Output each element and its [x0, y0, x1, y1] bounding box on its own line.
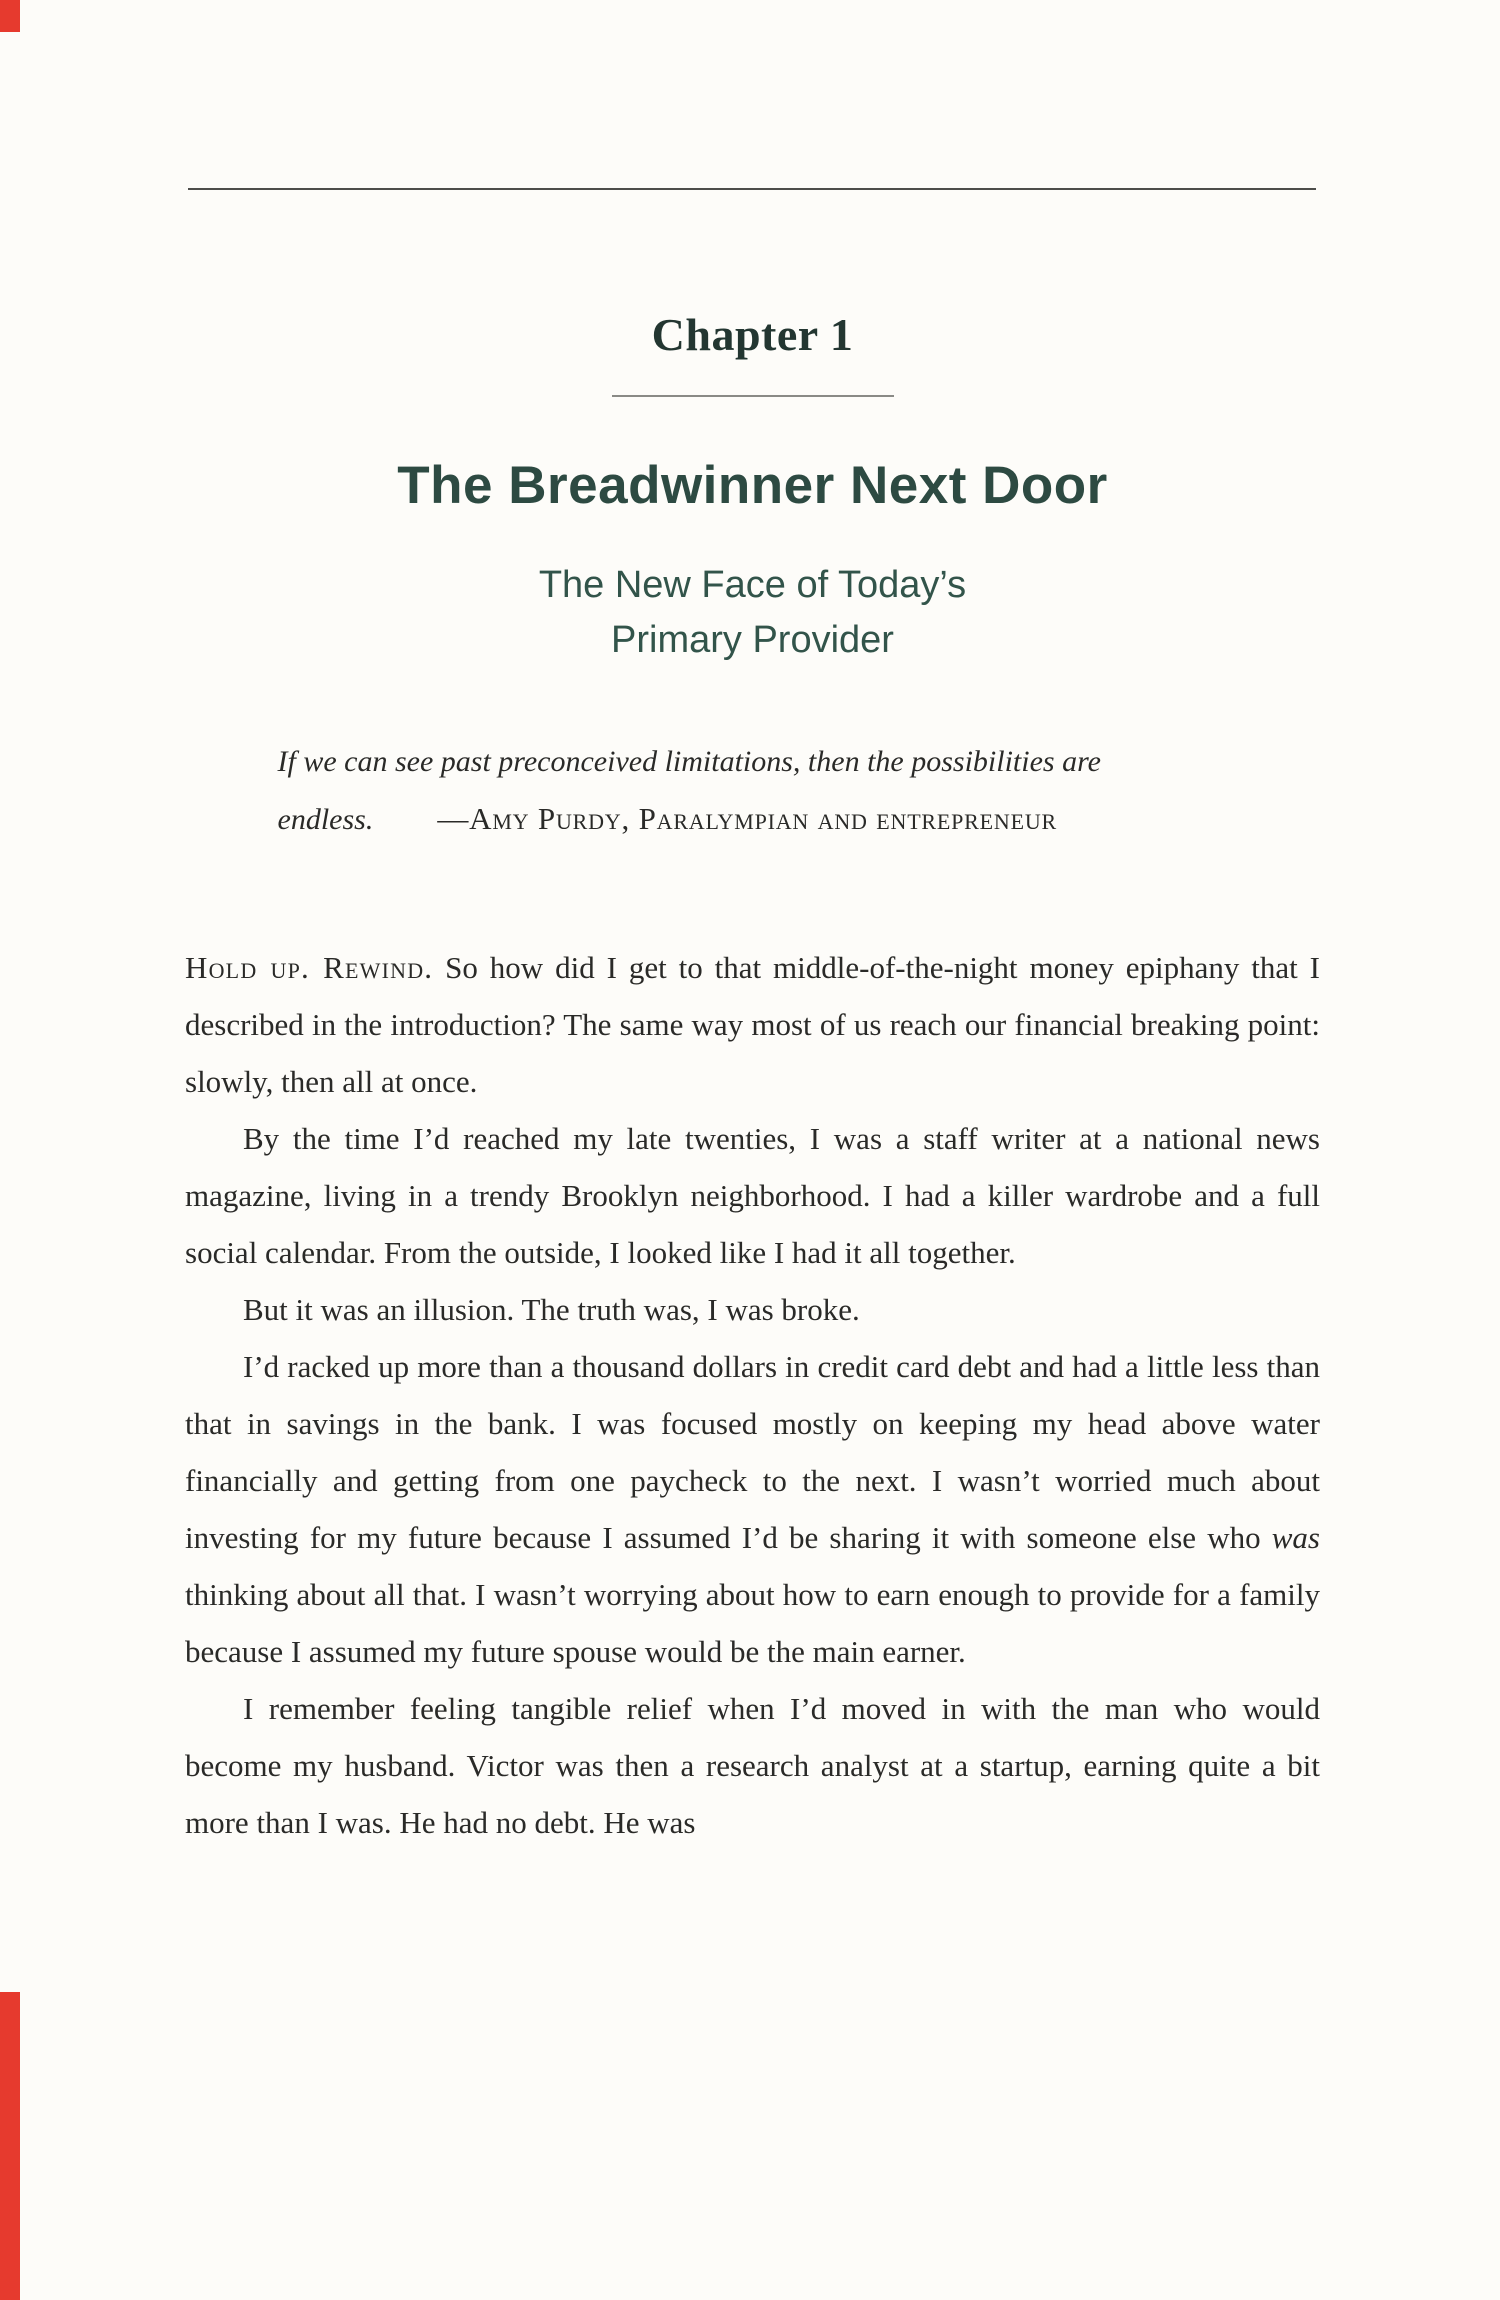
paragraph-1-rest: So how did I get to that middle-of-the-night money epiphany that I described in the introduction? The same way most of us reach our financial breaking point: slowly, then all at once.	[185, 950, 1320, 1100]
paragraph-5: I remember feeling tangible relief when I’d moved in with the man who would become my husband. Victor was then a research analyst at a startup, earning quite a bit more than I was. He had no debt. He was	[185, 1691, 1320, 1841]
paragraph-1-lead-smallcaps: Hold up. Rewind.	[185, 950, 434, 986]
paragraph-2: By the time I’d reached my late twenties, I was a staff writer at a national news magazine, living in a trendy Brooklyn neighborhood. I had a killer wardrobe and a full social calendar. From the outside, I looked like I had it all together.	[185, 1121, 1320, 1271]
epigraph-quote-line1	[278, 734, 1228, 790]
epigraph-quote-text: If we can see past preconceived limitations, then the possibilities are	[277, 745, 1101, 779]
paragraph-4-after-italic: thinking about all that. I wasn’t worrying about how to earn enough to provide for a family because I assumed my future spouse would be the main earner.	[185, 1577, 1320, 1670]
body-text	[185, 939, 1320, 1851]
chapter-subtitle	[185, 558, 1320, 668]
epigraph-quote-line2	[278, 790, 1228, 848]
chapter-subtitle-line1: The New Face of Today’s	[538, 564, 967, 606]
book-cover-edge-bottom	[0, 1992, 20, 2300]
chapter-title: The Breadwinner Next Door	[397, 456, 1108, 515]
epigraph-attribution: —Amy Purdy, Paralympian and entrepreneur	[437, 800, 1057, 836]
paragraph-3: But it was an illusion. The truth was, I was broke.	[243, 1292, 860, 1328]
paragraph-4	[185, 1338, 1320, 1680]
epigraph	[278, 734, 1228, 847]
chapter-subtitle-line2: Primary Provider	[611, 619, 894, 662]
page-content	[185, 0, 1320, 1851]
paragraph-1	[185, 939, 1320, 1110]
paragraph-4-italic-word: was	[1271, 1520, 1320, 1556]
top-divider-rule	[188, 188, 1316, 190]
chapter-label: Chapter 1	[651, 309, 854, 360]
paragraph-4-before-italic: I’d racked up more than a thousand dollars in credit card debt and had a little less than that in savings in the bank. I was focused mostly on keeping my head above water financially and getting from one paycheck to the next. I wasn’t worried much about investing for my future because I assumed I’d be sharing it with someone else who	[185, 1349, 1320, 1556]
epigraph-quote-end: endless.	[277, 802, 374, 836]
book-cover-edge-top	[0, 0, 20, 32]
chapter-divider-rule	[612, 395, 894, 397]
